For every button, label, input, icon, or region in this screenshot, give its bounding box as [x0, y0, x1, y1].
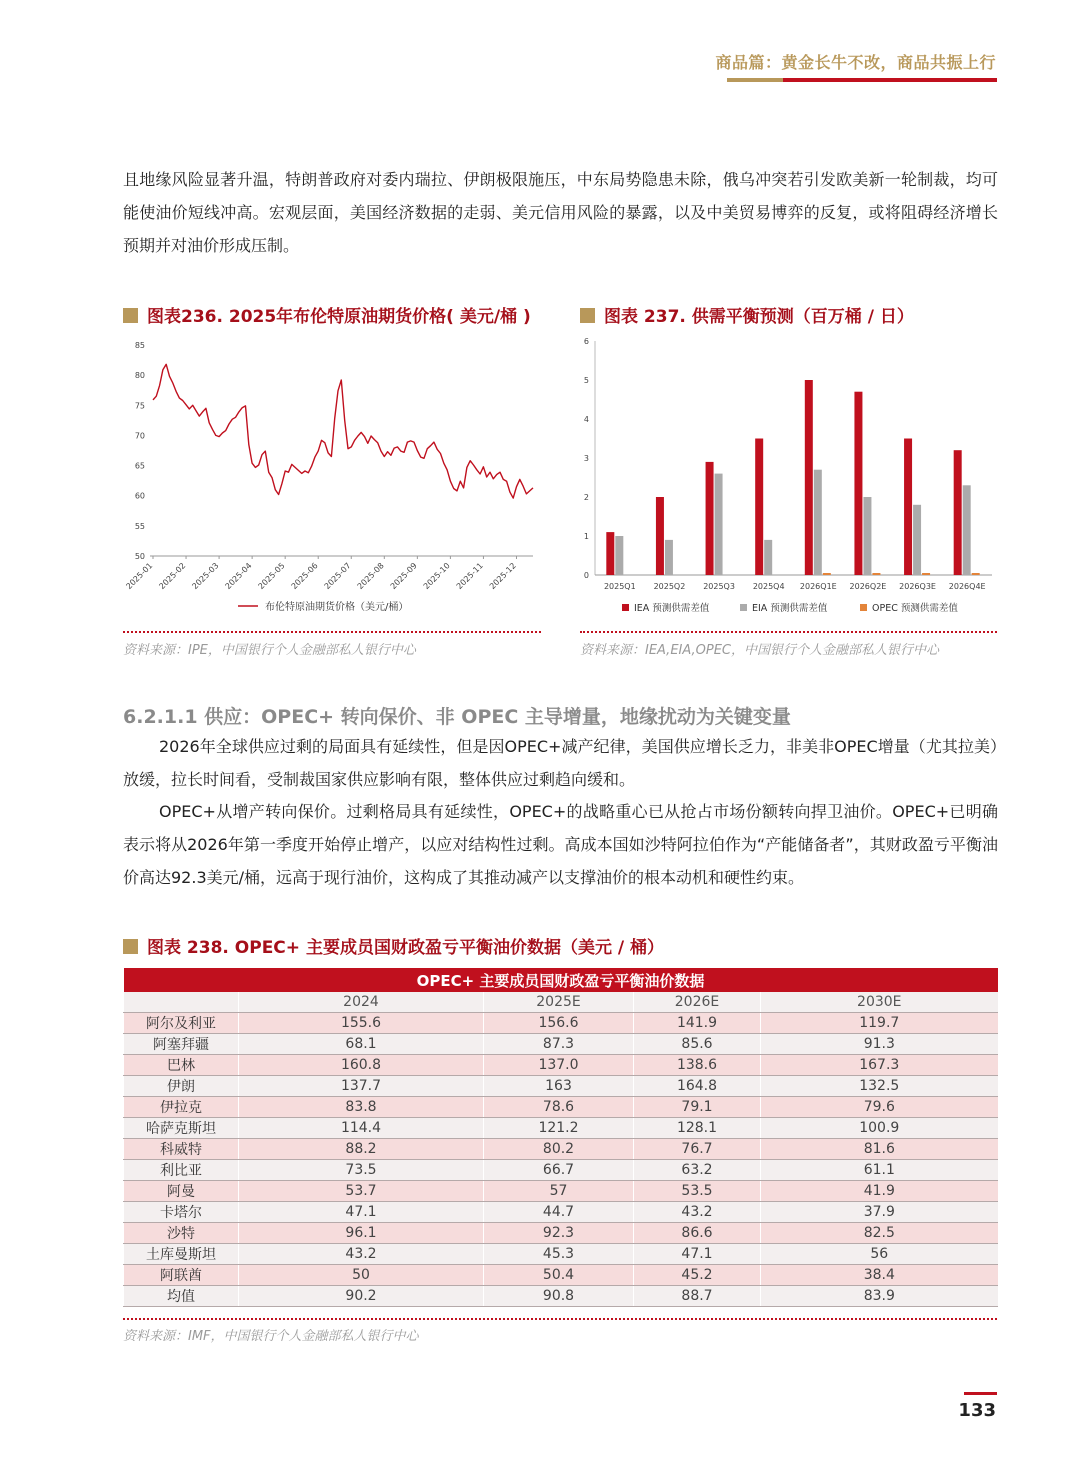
- table-cell: 68.1: [239, 1033, 484, 1054]
- x-tick-label: 2025-01: [124, 561, 155, 592]
- table-cell: 163: [484, 1075, 634, 1096]
- table-row: [124, 1285, 998, 1306]
- table-cell: 38.4: [761, 1264, 998, 1285]
- table-cell: 114.4: [239, 1117, 484, 1138]
- table-cell: 90.8: [484, 1285, 634, 1306]
- y-tick-label: 65: [134, 461, 145, 471]
- figure-237-divider: [580, 631, 997, 633]
- y-tick-label: 85: [134, 341, 145, 350]
- row-label: 均值: [124, 1285, 239, 1306]
- x-tick-label: 2025Q4: [752, 582, 785, 591]
- legend-swatch: [740, 604, 747, 611]
- figure-238-divider: [123, 1318, 997, 1320]
- bar: [954, 450, 962, 575]
- x-tick-label: 2026Q4E: [948, 582, 986, 591]
- table-row: [124, 1138, 998, 1159]
- title-marker: [123, 939, 138, 954]
- table-cell: 96.1: [239, 1222, 484, 1243]
- table-row: [124, 1264, 998, 1285]
- y-tick-label: 70: [134, 431, 145, 441]
- table-row: [124, 1180, 998, 1201]
- row-label: 阿尔及利亚: [124, 1012, 239, 1033]
- table-cell: 79.1: [634, 1096, 761, 1117]
- page-header: [715, 50, 996, 73]
- supply-demand-chart: [572, 332, 997, 625]
- x-tick-label: 2025-05: [256, 561, 287, 592]
- row-label: 伊朗: [124, 1075, 239, 1096]
- table-cell: 45.2: [634, 1264, 761, 1285]
- x-tick-label: 2025-10: [421, 561, 452, 592]
- table-cell: 41.9: [761, 1180, 998, 1201]
- title-marker: [123, 308, 138, 323]
- column-header: 2025E: [484, 992, 634, 1012]
- table-cell: 45.3: [484, 1243, 634, 1264]
- bar: [913, 505, 921, 575]
- legend-label: OPEC 预测供需差值: [872, 603, 958, 614]
- table-cell: 83.8: [239, 1096, 484, 1117]
- row-label: 土库曼斯坦: [124, 1243, 239, 1264]
- section-paragraph-2: OPEC+从增产转向保价。过剩格局具有延续性，OPEC+的战略重心已从抢占市场份额转向捍卫油价。OPEC+已明确表示将从2026年第一季度开始停止增产，以应对结构性过剩。高成本国如沙特阿拉伯作为“产能储备者”，其财政盈亏平衡油价高达92.3美元/桶，远高于现行油价，这构成了其推动减产以支撑油价的根本动机和硬性约束。: [123, 802, 998, 887]
- x-tick-label: 2025-09: [388, 561, 419, 592]
- bar: [863, 497, 871, 575]
- figure-238-title: [123, 933, 664, 958]
- bar: [656, 497, 664, 575]
- table-cell: 100.9: [761, 1117, 998, 1138]
- y-tick-label: 2: [583, 493, 589, 502]
- x-tick-label: 2026Q1E: [799, 582, 837, 591]
- table-cell: 132.5: [761, 1075, 998, 1096]
- x-tick-label: 2025-12: [487, 561, 518, 592]
- x-tick-label: 2025-04: [223, 561, 254, 592]
- table-cell: 90.2: [239, 1285, 484, 1306]
- table-cell: 80.2: [484, 1138, 634, 1159]
- table-row: [124, 1159, 998, 1180]
- header-rule-red: [783, 78, 997, 82]
- table-row: [124, 1075, 998, 1096]
- bar: [706, 462, 714, 575]
- row-label: 阿曼: [124, 1180, 239, 1201]
- breakeven-table: [123, 968, 998, 1307]
- bar: [972, 573, 980, 575]
- y-tick-label: 3: [583, 454, 589, 463]
- header-title: 商品篇：黄金长牛不改，商品共振上行: [715, 53, 996, 72]
- column-header: 2026E: [634, 992, 761, 1012]
- y-tick-label: 55: [134, 521, 145, 531]
- legend-label: IEA 预测供需差值: [634, 603, 710, 614]
- x-tick-label: 2025-02: [157, 561, 188, 592]
- table-row: [124, 1201, 998, 1222]
- row-label: 利比亚: [124, 1159, 239, 1180]
- y-tick-label: 5: [583, 376, 589, 385]
- table-cell: 73.5: [239, 1159, 484, 1180]
- y-tick-label: 0: [583, 571, 589, 580]
- table-cell: 50: [239, 1264, 484, 1285]
- x-tick-label: 2025Q3: [703, 582, 735, 591]
- table-cell: 119.7: [761, 1012, 998, 1033]
- bar: [615, 536, 623, 575]
- section-paragraph-1: 2026年全球供应过剩的局面具有延续性，但是因OPEC+减产纪律，美国供应增长乏力，非美非OPEC增量（尤其拉美）放缓，拉长时间看，受制裁国家供应影响有限，整体供应过剩趋向缓和。: [123, 737, 998, 789]
- table-cell: 63.2: [634, 1159, 761, 1180]
- table-cell: 88.7: [634, 1285, 761, 1306]
- row-label: 沙特: [124, 1222, 239, 1243]
- figure-236-divider: [123, 631, 541, 633]
- section-heading: 6.2.1.1 供应：OPEC+ 转向保价、非 OPEC 主导增量，地缘扰动为关键变量: [123, 706, 791, 728]
- table-cell: 156.6: [484, 1012, 634, 1033]
- table-cell: 164.8: [634, 1075, 761, 1096]
- table-row: [124, 1033, 998, 1054]
- table-row: [124, 1222, 998, 1243]
- table-cell: 91.3: [761, 1033, 998, 1054]
- table-cell: 53.7: [239, 1180, 484, 1201]
- table-cell: 137.0: [484, 1054, 634, 1075]
- figure-238-source: 资料来源：IMF，中国银行个人金融部私人银行中心: [123, 1329, 419, 1344]
- table-cell: 76.7: [634, 1138, 761, 1159]
- figure-236-title: [123, 302, 531, 327]
- brent-price-line: [153, 364, 533, 498]
- header-rule-gold: [727, 78, 783, 82]
- row-label: 阿联酋: [124, 1264, 239, 1285]
- figure-237-source: 资料来源：IEA,EIA,OPEC，中国银行个人金融部私人银行中心: [580, 643, 939, 658]
- figure-236-source: 资料来源：IPE，中国银行个人金融部私人银行中心: [123, 643, 416, 658]
- bar: [755, 439, 763, 576]
- title-marker: [580, 308, 595, 323]
- table-header-row: [124, 992, 998, 1012]
- legend-label: 布伦特原油期货价格（美元/桶）: [265, 602, 409, 613]
- x-tick-label: 2025Q2: [653, 582, 686, 591]
- table-cell: 78.6: [484, 1096, 634, 1117]
- table-cell: 61.1: [761, 1159, 998, 1180]
- table-cell: 37.9: [761, 1201, 998, 1222]
- bar: [872, 573, 880, 575]
- page-number-bar: [964, 1392, 997, 1395]
- bar: [805, 380, 813, 575]
- figure-237-title-text: 图表 237. 供需平衡预测（百万桶 / 日）: [604, 307, 914, 327]
- bar: [922, 573, 930, 575]
- table-row: [124, 1096, 998, 1117]
- column-header: 2030E: [761, 992, 998, 1012]
- column-header: [124, 992, 239, 1012]
- x-tick-label: 2025-06: [289, 561, 320, 592]
- table-cell: 43.2: [634, 1201, 761, 1222]
- row-label: 伊拉克: [124, 1096, 239, 1117]
- x-tick-label: 2026Q3E: [899, 582, 936, 591]
- bar: [606, 532, 614, 575]
- row-label: 巴林: [124, 1054, 239, 1075]
- table-cell: 141.9: [634, 1012, 761, 1033]
- y-tick-label: 6: [583, 337, 589, 346]
- table-row: [124, 1243, 998, 1264]
- figure-236-title-text: 图表236. 2025年布伦特原油期货价格( 美元/桶 ): [147, 307, 531, 327]
- y-tick-label: 50: [134, 552, 145, 561]
- table-row: [124, 1117, 998, 1138]
- table-cell: 128.1: [634, 1117, 761, 1138]
- figure-237-title: [580, 302, 914, 327]
- brent-price-chart-svg: [123, 335, 543, 625]
- row-label: 科威特: [124, 1138, 239, 1159]
- table-cell: 121.2: [484, 1117, 634, 1138]
- y-tick-label: 60: [134, 491, 145, 501]
- row-label: 哈萨克斯坦: [124, 1117, 239, 1138]
- table-cell: 82.5: [761, 1222, 998, 1243]
- y-tick-label: 4: [583, 415, 589, 424]
- table-cell: 85.6: [634, 1033, 761, 1054]
- row-label: 卡塔尔: [124, 1201, 239, 1222]
- table-cell: 83.9: [761, 1285, 998, 1306]
- table-cell: 57: [484, 1180, 634, 1201]
- bar: [764, 540, 772, 575]
- bar: [814, 470, 822, 575]
- table-cell: 86.6: [634, 1222, 761, 1243]
- bar: [904, 439, 912, 576]
- table-row: [124, 1054, 998, 1075]
- legend-label: EIA 预测供需差值: [752, 603, 828, 614]
- page-number: 133: [958, 1400, 996, 1421]
- bar: [823, 573, 831, 575]
- brent-price-chart: [123, 335, 543, 625]
- table-cell: 79.6: [761, 1096, 998, 1117]
- table-body: [124, 992, 998, 1306]
- legend-swatch: [860, 604, 867, 611]
- table-cell: 155.6: [239, 1012, 484, 1033]
- y-tick-label: 80: [134, 371, 145, 381]
- table-cell: 160.8: [239, 1054, 484, 1075]
- table-cell: 167.3: [761, 1054, 998, 1075]
- bar: [854, 392, 862, 575]
- table-cell: 138.6: [634, 1054, 761, 1075]
- x-tick-label: 2025-03: [190, 561, 221, 592]
- table-cell: 87.3: [484, 1033, 634, 1054]
- table-cell: 47.1: [634, 1243, 761, 1264]
- x-tick-label: 2025-11: [454, 561, 485, 592]
- table-cell: 44.7: [484, 1201, 634, 1222]
- x-tick-label: 2025-08: [355, 561, 386, 592]
- table-cell: 53.5: [634, 1180, 761, 1201]
- table-cell: 81.6: [761, 1138, 998, 1159]
- table-caption: OPEC+ 主要成员国财政盈亏平衡油价数据: [124, 968, 998, 992]
- bar: [963, 485, 971, 575]
- table-row: [124, 1012, 998, 1033]
- table-cell: 137.7: [239, 1075, 484, 1096]
- table-cell: 88.2: [239, 1138, 484, 1159]
- table-cell: 56: [761, 1243, 998, 1264]
- intro-paragraph: 且地缘风险显著升温，特朗普政府对委内瑞拉、伊朗极限施压，中东局势隐患未除，俄乌冲突若引发欧美新一轮制裁，均可能使油价短线冲高。宏观层面，美国经济数据的走弱、美元信用风险的暴露，以及中美贸易博弈的反复，或将阻碍经济增长预期并对油价形成压制。: [123, 170, 998, 255]
- y-tick-label: 1: [583, 532, 589, 541]
- x-tick-label: 2025-07: [322, 561, 353, 592]
- bar: [665, 540, 673, 575]
- legend-swatch: [622, 604, 629, 611]
- table-cell: 92.3: [484, 1222, 634, 1243]
- supply-demand-chart-svg: [572, 332, 997, 625]
- row-label: 阿塞拜疆: [124, 1033, 239, 1054]
- header-rule: [727, 78, 997, 82]
- table-cell: 43.2: [239, 1243, 484, 1264]
- x-tick-label: 2026Q2E: [849, 582, 887, 591]
- x-tick-label: 2025Q1: [603, 582, 636, 591]
- bar: [715, 474, 723, 575]
- figure-238-title-text: 图表 238. OPEC+ 主要成员国财政盈亏平衡油价数据（美元 / 桶）: [147, 938, 664, 958]
- y-tick-label: 75: [134, 401, 145, 411]
- column-header: 2024: [239, 992, 484, 1012]
- table-cell: 50.4: [484, 1264, 634, 1285]
- table-cell: 47.1: [239, 1201, 484, 1222]
- table-cell: 66.7: [484, 1159, 634, 1180]
